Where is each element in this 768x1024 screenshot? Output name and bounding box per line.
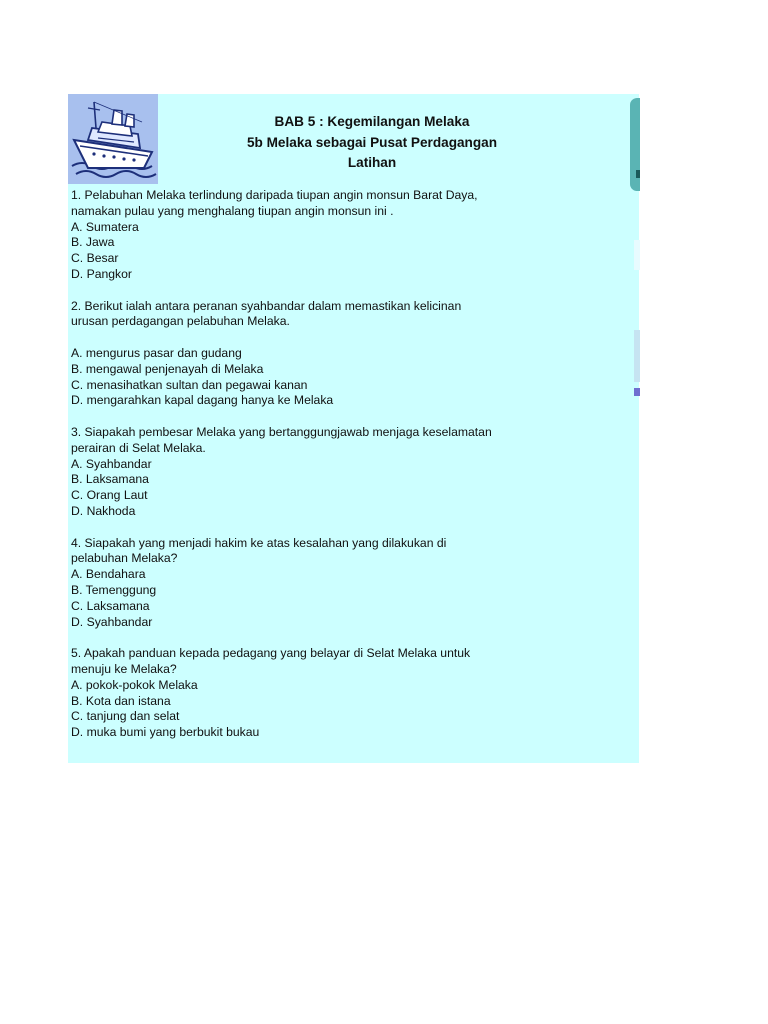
- cropped-side-tab-mark: [636, 170, 640, 178]
- question-1: [71, 188, 631, 283]
- worksheet-title-block: [168, 112, 576, 174]
- option-a: A. Syahbandar: [71, 456, 152, 471]
- question-text: 1. Pelabuhan Melaka terlindung daripada tiupan angin monsun Barat Daya, namakan pulau yang menghalang tiupan angin monsun ini .: [71, 188, 478, 218]
- ship-icon: [68, 94, 158, 184]
- worksheet-sheet: [68, 94, 639, 763]
- option-a: A. pokok-pokok Melaka: [71, 677, 198, 692]
- question-text: 2. Berikut ialah antara peranan syahbandar dalam memastikan kelicinan urusan perdagangan pelabuhan Melaka.: [71, 298, 462, 329]
- question-2: [71, 299, 631, 410]
- question-3: [71, 425, 631, 520]
- option-d: D. muka bumi yang berbukit bukau: [71, 725, 260, 740]
- option-d: D. Pangkor: [71, 266, 132, 281]
- option-d: D. mengarahkan kapal dagang hanya ke Melaka: [71, 393, 334, 408]
- question-text: 5. Apakah panduan kepada pedagang yang belayar di Selat Melaka untuk menuju ke Melaka?: [71, 646, 471, 676]
- option-b: B. Kota dan istana: [71, 693, 171, 708]
- exercise-title: Latihan: [347, 155, 397, 170]
- question-5: [71, 646, 631, 741]
- chapter-title: BAB 5 : Kegemilangan Melaka: [274, 114, 470, 129]
- option-c: C. Orang Laut: [71, 488, 148, 503]
- option-a: A. mengurus pasar dan gudang: [71, 345, 242, 360]
- question-4: [71, 536, 631, 631]
- question-text: 4. Siapakah yang menjadi hakim ke atas kesalahan yang dilakukan di pelabuhan Melaka?: [71, 535, 447, 566]
- option-a: A. Sumatera: [71, 219, 139, 234]
- cropped-side-highlight: [634, 240, 640, 270]
- ship-clipart: [68, 94, 158, 184]
- cropped-side-image-strip: [634, 330, 640, 382]
- question-list: [71, 188, 631, 757]
- option-c: C. Laksamana: [71, 598, 150, 613]
- option-b: B. Jawa: [71, 235, 115, 250]
- option-a: A. Bendahara: [71, 567, 146, 582]
- cropped-side-image-strip-accent: [634, 388, 640, 396]
- option-c: C. Besar: [71, 251, 119, 266]
- question-text: 3. Siapakah pembesar Melaka yang bertanggungjawab menjaga keselamatan perairan di Selat Melaka.: [71, 424, 492, 455]
- option-b: B. mengawal penjenayah di Melaka: [71, 361, 264, 376]
- option-b: B. Laksamana: [71, 472, 149, 487]
- option-d: D. Nakhoda: [71, 503, 136, 518]
- option-d: D. Syahbandar: [71, 614, 153, 629]
- topic-title: 5b Melaka sebagai Pusat Perdagangan: [246, 134, 498, 150]
- option-c: C. tanjung dan selat: [71, 709, 180, 724]
- option-b: B. Temenggung: [71, 582, 157, 597]
- option-c: C. menasihatkan sultan dan pegawai kanan: [71, 377, 308, 392]
- blank-line: [71, 330, 631, 346]
